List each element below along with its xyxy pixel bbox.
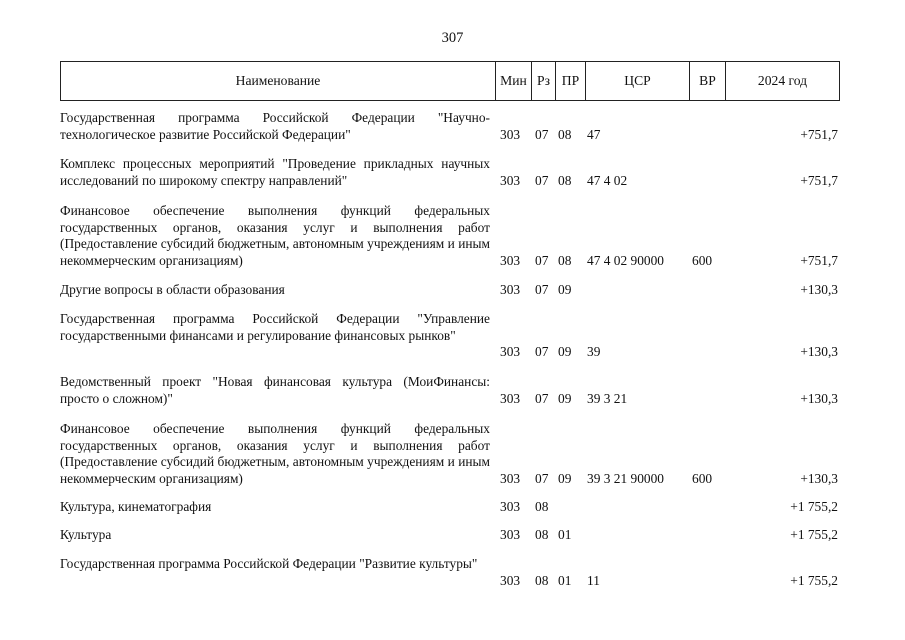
- row-pr: 09: [558, 344, 572, 359]
- row-pr: 01: [558, 527, 572, 542]
- row-csr: 39: [587, 344, 601, 359]
- row-rz: 07: [535, 390, 549, 406]
- column-header-year: 2024 год: [725, 62, 840, 100]
- row-min: 303: [500, 390, 521, 406]
- row-amount: +1 755,2: [790, 499, 838, 514]
- row-csr: 47 4 02 90000: [587, 252, 664, 268]
- row-amount: +130,3: [800, 282, 838, 297]
- row-rz: 07: [535, 282, 549, 297]
- row-rz: 07: [535, 470, 549, 486]
- row-name: Государственная программа Российской Федерации "Научно-технологическое развитие Российской Федерации": [60, 110, 490, 142]
- row-min: 303: [500, 499, 521, 514]
- row-amount: +130,3: [800, 390, 838, 406]
- column-header-min: Мин: [495, 62, 531, 100]
- row-csr: 47 4 02: [587, 172, 628, 188]
- column-header-vr: ВР: [689, 62, 725, 100]
- column-header-csr: ЦСР: [585, 62, 689, 100]
- column-header-name: Наименование: [60, 62, 495, 100]
- row-amount: +751,7: [800, 252, 838, 268]
- row-amount: +130,3: [800, 470, 838, 486]
- row-name: Государственная программа Российской Федерации "Развитие культуры": [60, 556, 478, 571]
- row-name: Комплекс процессных мероприятий "Проведение прикладных научных исследований по широкому спектру направлений": [60, 156, 490, 188]
- row-amount: +130,3: [800, 344, 838, 359]
- row-name: Культура: [60, 527, 112, 542]
- row-pr: 09: [558, 390, 572, 406]
- row-rz: 07: [535, 126, 549, 142]
- row-name: Финансовое обеспечение выполнения функций федеральных государственных органов, оказания услуг и выполнения работ (Предоставление субсидий бюджетным, автономным учреждениям и иным некоммерческим организациям): [60, 421, 490, 486]
- row-amount: +1 755,2: [790, 572, 838, 588]
- row-amount: +751,7: [800, 172, 838, 188]
- row-min: 303: [500, 252, 521, 268]
- row-pr: 09: [558, 470, 572, 486]
- row-csr: 39 3 21 90000: [587, 470, 664, 486]
- row-amount: +1 755,2: [790, 527, 838, 542]
- row-min: 303: [500, 527, 521, 542]
- row-pr: 08: [558, 172, 572, 188]
- row-csr: 47: [587, 126, 601, 142]
- row-name: Финансовое обеспечение выполнения функций федеральных государственных органов, оказания услуг и выполнения работ (Предоставление субсидий бюджетным, автономным учреждениям и иным некоммерческим организациям): [60, 203, 490, 268]
- row-name: Культура, кинематография: [60, 499, 212, 514]
- row-vr: 600: [692, 252, 713, 268]
- row-pr: 09: [558, 282, 572, 297]
- row-rz: 08: [535, 572, 549, 588]
- row-min: 303: [500, 126, 521, 142]
- page-number: 307: [441, 30, 464, 46]
- row-pr: 01: [558, 572, 572, 588]
- row-min: 303: [500, 282, 521, 297]
- row-vr: 600: [692, 470, 713, 486]
- row-name: Другие вопросы в области образования: [60, 282, 285, 297]
- row-rz: 08: [535, 499, 549, 514]
- row-rz: 07: [535, 344, 549, 359]
- row-name: Государственная программа Российской Федерации "Управление государственными финансами и регулирование финансовых рынков": [60, 311, 490, 343]
- row-min: 303: [500, 344, 521, 359]
- row-name: Ведомственный проект "Новая финансовая культура (МоиФинансы: просто о сложном)": [60, 374, 490, 406]
- column-header-pr: ПР: [555, 62, 585, 100]
- column-header-rz: Рз: [531, 62, 555, 100]
- row-min: 303: [500, 172, 521, 188]
- row-rz: 07: [535, 252, 549, 268]
- row-rz: 07: [535, 172, 549, 188]
- row-min: 303: [500, 572, 521, 588]
- row-csr: 39 3 21: [587, 390, 628, 406]
- row-min: 303: [500, 470, 521, 486]
- row-pr: 08: [558, 126, 572, 142]
- row-rz: 08: [535, 527, 549, 542]
- row-csr: 11: [587, 572, 600, 588]
- row-amount: +751,7: [800, 126, 838, 142]
- row-pr: 08: [558, 252, 572, 268]
